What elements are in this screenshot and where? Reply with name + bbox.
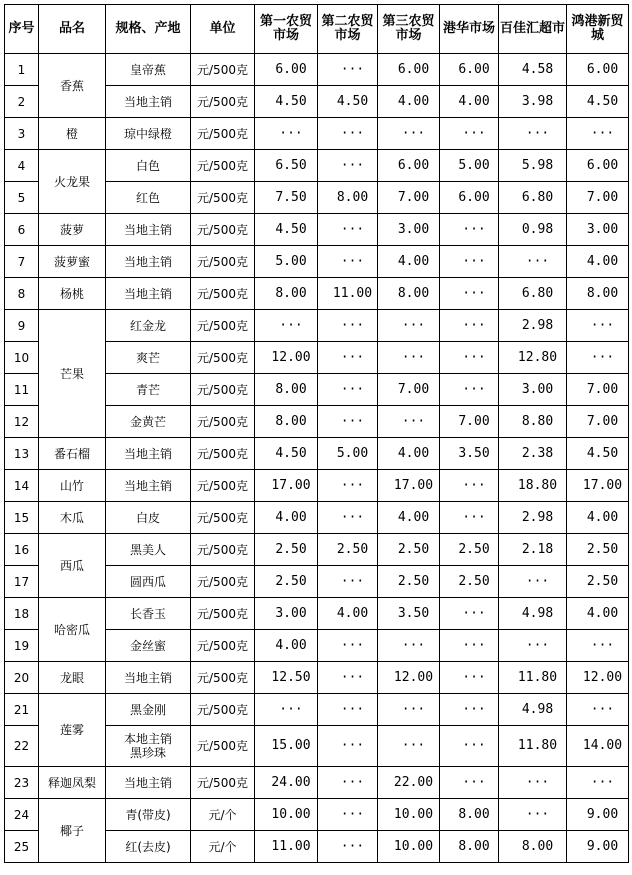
table-row (5, 246, 629, 278)
cell-price: 2.98 (499, 310, 567, 342)
table-row (5, 502, 629, 534)
cell-seq: 15 (5, 502, 39, 534)
cell-price: ··· (499, 799, 567, 831)
cell-price: ··· (378, 310, 440, 342)
cell-price: ··· (567, 310, 629, 342)
header-baijiahui: 百佳汇超市 (499, 5, 567, 54)
cell-price: 8.00 (499, 831, 567, 863)
cell-price: 4.50 (255, 214, 318, 246)
cell-price: 14.00 (567, 726, 629, 767)
cell-spec: 长香玉 (106, 598, 191, 630)
cell-seq: 14 (5, 470, 39, 502)
cell-price: 8.00 (318, 182, 378, 214)
cell-price: 6.80 (499, 278, 567, 310)
cell-price: 3.00 (499, 374, 567, 406)
cell-seq: 18 (5, 598, 39, 630)
cell-price: 8.00 (255, 278, 318, 310)
cell-price: ··· (440, 598, 499, 630)
cell-price: 12.00 (378, 662, 440, 694)
cell-price: ··· (318, 310, 378, 342)
cell-price: 8.00 (567, 278, 629, 310)
cell-price: ··· (378, 726, 440, 767)
cell-price: 5.00 (318, 438, 378, 470)
table-row (5, 54, 629, 86)
cell-price: ··· (440, 374, 499, 406)
cell-spec: 红金龙 (106, 310, 191, 342)
cell-price: 2.50 (378, 566, 440, 598)
cell-price: 2.50 (255, 566, 318, 598)
cell-price: 6.00 (440, 54, 499, 86)
cell-price: 7.00 (567, 182, 629, 214)
cell-price: 3.00 (378, 214, 440, 246)
table-row (5, 767, 629, 799)
cell-spec: 红(去皮) (106, 831, 191, 863)
cell-price: ··· (378, 118, 440, 150)
table-row (5, 470, 629, 502)
cell-price: 17.00 (378, 470, 440, 502)
cell-price: ··· (318, 150, 378, 182)
cell-price: ··· (499, 767, 567, 799)
cell-price: 4.00 (255, 630, 318, 662)
cell-price: ··· (378, 630, 440, 662)
cell-product-name: 木瓜 (39, 502, 106, 534)
cell-price: ··· (567, 630, 629, 662)
cell-price: 2.50 (567, 566, 629, 598)
cell-price: 7.00 (378, 182, 440, 214)
cell-price: 2.50 (567, 534, 629, 566)
cell-price: ··· (440, 726, 499, 767)
cell-unit: 元/500克 (191, 278, 255, 310)
cell-price: 15.00 (255, 726, 318, 767)
cell-price: 6.00 (255, 54, 318, 86)
cell-price: 8.80 (499, 406, 567, 438)
cell-price: 7.00 (567, 406, 629, 438)
cell-seq: 21 (5, 694, 39, 726)
cell-price: 8.00 (255, 374, 318, 406)
cell-spec: 圆西瓜 (106, 566, 191, 598)
table-body (5, 54, 629, 863)
cell-product-name: 橙 (39, 118, 106, 150)
cell-price: 12.80 (499, 342, 567, 374)
cell-price: 6.00 (378, 54, 440, 86)
cell-unit: 元/500克 (191, 534, 255, 566)
cell-unit: 元/500克 (191, 310, 255, 342)
cell-price: 2.50 (318, 534, 378, 566)
cell-price: ··· (440, 214, 499, 246)
header-market-3: 第三农贸市场 (378, 5, 440, 54)
cell-spec: 当地主销 (106, 470, 191, 502)
cell-unit: 元/500克 (191, 630, 255, 662)
cell-price: ··· (318, 630, 378, 662)
table-row (5, 662, 629, 694)
cell-spec: 皇帝蕉 (106, 54, 191, 86)
cell-price: ··· (440, 310, 499, 342)
cell-unit: 元/500克 (191, 150, 255, 182)
cell-price: ··· (255, 310, 318, 342)
cell-price: 2.50 (440, 534, 499, 566)
cell-price: 8.00 (255, 406, 318, 438)
cell-unit: 元/500克 (191, 86, 255, 118)
cell-spec: 琼中绿橙 (106, 118, 191, 150)
cell-spec: 青(带皮) (106, 799, 191, 831)
cell-product-name: 芒果 (39, 310, 106, 438)
cell-price: ··· (318, 662, 378, 694)
cell-price: 4.00 (440, 86, 499, 118)
cell-price: ··· (318, 726, 378, 767)
cell-price: ··· (318, 502, 378, 534)
cell-product-name: 香蕉 (39, 54, 106, 118)
cell-price: ··· (318, 54, 378, 86)
cell-seq: 10 (5, 342, 39, 374)
cell-spec: 白色 (106, 150, 191, 182)
cell-unit: 元/500克 (191, 694, 255, 726)
cell-price: ··· (567, 118, 629, 150)
header-market-2: 第二农贸市场 (318, 5, 378, 54)
cell-price: 5.98 (499, 150, 567, 182)
cell-seq: 17 (5, 566, 39, 598)
cell-price: 4.50 (567, 438, 629, 470)
cell-spec: 本地主销 黑珍珠 (106, 726, 191, 767)
cell-spec: 当地主销 (106, 278, 191, 310)
cell-price: 12.00 (255, 342, 318, 374)
cell-price: 6.80 (499, 182, 567, 214)
cell-unit: 元/500克 (191, 767, 255, 799)
table-row (5, 278, 629, 310)
cell-unit: 元/个 (191, 831, 255, 863)
cell-price: 4.00 (378, 502, 440, 534)
cell-product-name: 山竹 (39, 470, 106, 502)
cell-seq: 23 (5, 767, 39, 799)
table-row (5, 310, 629, 342)
cell-unit: 元/500克 (191, 374, 255, 406)
cell-spec: 黑美人 (106, 534, 191, 566)
cell-seq: 11 (5, 374, 39, 406)
cell-unit: 元/个 (191, 799, 255, 831)
cell-unit: 元/500克 (191, 246, 255, 278)
cell-product-name: 椰子 (39, 799, 106, 863)
cell-price: 2.50 (440, 566, 499, 598)
cell-spec: 金黄芒 (106, 406, 191, 438)
cell-price: 7.00 (378, 374, 440, 406)
cell-price: 9.00 (567, 799, 629, 831)
cell-seq: 25 (5, 831, 39, 863)
cell-unit: 元/500克 (191, 118, 255, 150)
cell-price: 4.00 (378, 438, 440, 470)
cell-price: 6.00 (440, 182, 499, 214)
cell-price: 6.50 (255, 150, 318, 182)
cell-unit: 元/500克 (191, 406, 255, 438)
cell-price: 12.00 (567, 662, 629, 694)
cell-price: 11.80 (499, 726, 567, 767)
cell-price: ··· (318, 342, 378, 374)
cell-price: 2.38 (499, 438, 567, 470)
cell-price: 7.50 (255, 182, 318, 214)
cell-price: 4.00 (567, 502, 629, 534)
cell-seq: 3 (5, 118, 39, 150)
cell-price: ··· (378, 694, 440, 726)
cell-price: ··· (318, 118, 378, 150)
cell-price: 11.00 (318, 278, 378, 310)
table-row (5, 118, 629, 150)
cell-price: 2.98 (499, 502, 567, 534)
cell-price: ··· (440, 470, 499, 502)
cell-price: ··· (318, 470, 378, 502)
cell-price: ··· (499, 566, 567, 598)
cell-price: ··· (318, 694, 378, 726)
cell-price: 3.00 (567, 214, 629, 246)
cell-seq: 6 (5, 214, 39, 246)
cell-price: ··· (440, 118, 499, 150)
cell-product-name: 菠萝蜜 (39, 246, 106, 278)
cell-price: 12.50 (255, 662, 318, 694)
cell-spec: 当地主销 (106, 246, 191, 278)
cell-price: ··· (440, 502, 499, 534)
cell-price: 8.00 (378, 278, 440, 310)
cell-price: 4.00 (567, 598, 629, 630)
cell-product-name: 菠萝 (39, 214, 106, 246)
cell-price: 4.00 (255, 502, 318, 534)
cell-price: ··· (318, 214, 378, 246)
table-row (5, 534, 629, 566)
cell-price: ··· (499, 630, 567, 662)
fruit-price-table (4, 4, 629, 863)
header-honggang: 鸿港新贸城 (567, 5, 629, 54)
table-row (5, 598, 629, 630)
cell-unit: 元/500克 (191, 182, 255, 214)
cell-price: 4.50 (567, 86, 629, 118)
cell-price: 7.00 (567, 374, 629, 406)
cell-price: ··· (255, 694, 318, 726)
cell-price: ··· (499, 118, 567, 150)
cell-product-name: 哈密瓜 (39, 598, 106, 662)
cell-price: ··· (440, 662, 499, 694)
cell-unit: 元/500克 (191, 54, 255, 86)
cell-price: 6.00 (567, 54, 629, 86)
cell-price: 4.00 (567, 246, 629, 278)
header-row (5, 5, 629, 54)
cell-price: ··· (440, 767, 499, 799)
cell-price: ··· (440, 278, 499, 310)
cell-price: ··· (567, 767, 629, 799)
cell-price: ··· (318, 566, 378, 598)
cell-price: 2.50 (378, 534, 440, 566)
cell-price: 7.00 (440, 406, 499, 438)
cell-spec: 当地主销 (106, 86, 191, 118)
cell-price: 5.00 (440, 150, 499, 182)
cell-price: 10.00 (378, 831, 440, 863)
cell-price: ··· (440, 630, 499, 662)
header-name: 品名 (39, 5, 106, 54)
cell-price: ··· (440, 246, 499, 278)
cell-product-name: 莲雾 (39, 694, 106, 767)
cell-seq: 24 (5, 799, 39, 831)
cell-product-name: 番石榴 (39, 438, 106, 470)
cell-spec: 白皮 (106, 502, 191, 534)
cell-product-name: 西瓜 (39, 534, 106, 598)
cell-price: ··· (255, 118, 318, 150)
cell-price: ··· (318, 767, 378, 799)
cell-price: 18.80 (499, 470, 567, 502)
cell-seq: 13 (5, 438, 39, 470)
cell-price: 0.98 (499, 214, 567, 246)
header-spec: 规格、产地 (106, 5, 191, 54)
cell-price: ··· (499, 246, 567, 278)
table-row (5, 694, 629, 726)
cell-price: 4.98 (499, 694, 567, 726)
table-row (5, 799, 629, 831)
cell-price: ··· (318, 831, 378, 863)
cell-price: 11.00 (255, 831, 318, 863)
cell-price: 8.00 (440, 799, 499, 831)
cell-price: 3.50 (440, 438, 499, 470)
cell-price: 4.00 (378, 86, 440, 118)
cell-price: ··· (318, 799, 378, 831)
header-seq: 序号 (5, 5, 39, 54)
cell-price: 17.00 (255, 470, 318, 502)
cell-spec: 当地主销 (106, 214, 191, 246)
cell-price: 24.00 (255, 767, 318, 799)
cell-seq: 9 (5, 310, 39, 342)
cell-price: 2.18 (499, 534, 567, 566)
cell-unit: 元/500克 (191, 342, 255, 374)
cell-seq: 1 (5, 54, 39, 86)
cell-price: 5.00 (255, 246, 318, 278)
header-unit: 单位 (191, 5, 255, 54)
cell-price: ··· (318, 406, 378, 438)
table-row (5, 438, 629, 470)
cell-spec: 当地主销 (106, 438, 191, 470)
cell-price: 4.50 (255, 438, 318, 470)
cell-spec: 当地主销 (106, 767, 191, 799)
cell-unit: 元/500克 (191, 566, 255, 598)
cell-unit: 元/500克 (191, 438, 255, 470)
cell-seq: 20 (5, 662, 39, 694)
cell-price: 6.00 (378, 150, 440, 182)
cell-price: ··· (378, 342, 440, 374)
cell-price: 10.00 (255, 799, 318, 831)
cell-price: 8.00 (440, 831, 499, 863)
cell-price: 3.50 (378, 598, 440, 630)
cell-price: 10.00 (378, 799, 440, 831)
cell-price: 17.00 (567, 470, 629, 502)
cell-price: 2.50 (255, 534, 318, 566)
cell-price: 4.50 (318, 86, 378, 118)
cell-unit: 元/500克 (191, 470, 255, 502)
cell-price: 4.00 (378, 246, 440, 278)
cell-product-name: 龙眼 (39, 662, 106, 694)
cell-price: 6.00 (567, 150, 629, 182)
cell-spec: 红色 (106, 182, 191, 214)
cell-price: ··· (378, 406, 440, 438)
cell-unit: 元/500克 (191, 726, 255, 767)
cell-spec: 黑金刚 (106, 694, 191, 726)
cell-price: 4.00 (318, 598, 378, 630)
cell-spec: 青芒 (106, 374, 191, 406)
cell-unit: 元/500克 (191, 214, 255, 246)
cell-price: ··· (440, 694, 499, 726)
cell-price: ··· (318, 246, 378, 278)
cell-product-name: 释迦凤梨 (39, 767, 106, 799)
cell-seq: 22 (5, 726, 39, 767)
header-gangwah: 港华市场 (440, 5, 499, 54)
table-row (5, 214, 629, 246)
cell-seq: 19 (5, 630, 39, 662)
cell-unit: 元/500克 (191, 662, 255, 694)
cell-spec: 当地主销 (106, 662, 191, 694)
cell-seq: 7 (5, 246, 39, 278)
cell-seq: 12 (5, 406, 39, 438)
cell-seq: 2 (5, 86, 39, 118)
cell-price: 9.00 (567, 831, 629, 863)
header-market-1: 第一农贸市场 (255, 5, 318, 54)
cell-price: 11.80 (499, 662, 567, 694)
cell-price: ··· (567, 694, 629, 726)
cell-spec: 金丝蜜 (106, 630, 191, 662)
cell-price: ··· (440, 342, 499, 374)
cell-unit: 元/500克 (191, 502, 255, 534)
cell-price: 4.98 (499, 598, 567, 630)
cell-seq: 4 (5, 150, 39, 182)
cell-price: 3.98 (499, 86, 567, 118)
cell-price: 3.00 (255, 598, 318, 630)
cell-price: ··· (567, 342, 629, 374)
cell-unit: 元/500克 (191, 598, 255, 630)
cell-seq: 8 (5, 278, 39, 310)
cell-product-name: 火龙果 (39, 150, 106, 214)
cell-price: 22.00 (378, 767, 440, 799)
cell-seq: 16 (5, 534, 39, 566)
cell-seq: 5 (5, 182, 39, 214)
cell-price: 4.50 (255, 86, 318, 118)
table-row (5, 150, 629, 182)
cell-price: ··· (318, 374, 378, 406)
cell-price: 4.58 (499, 54, 567, 86)
cell-spec: 爽芒 (106, 342, 191, 374)
cell-product-name: 杨桃 (39, 278, 106, 310)
